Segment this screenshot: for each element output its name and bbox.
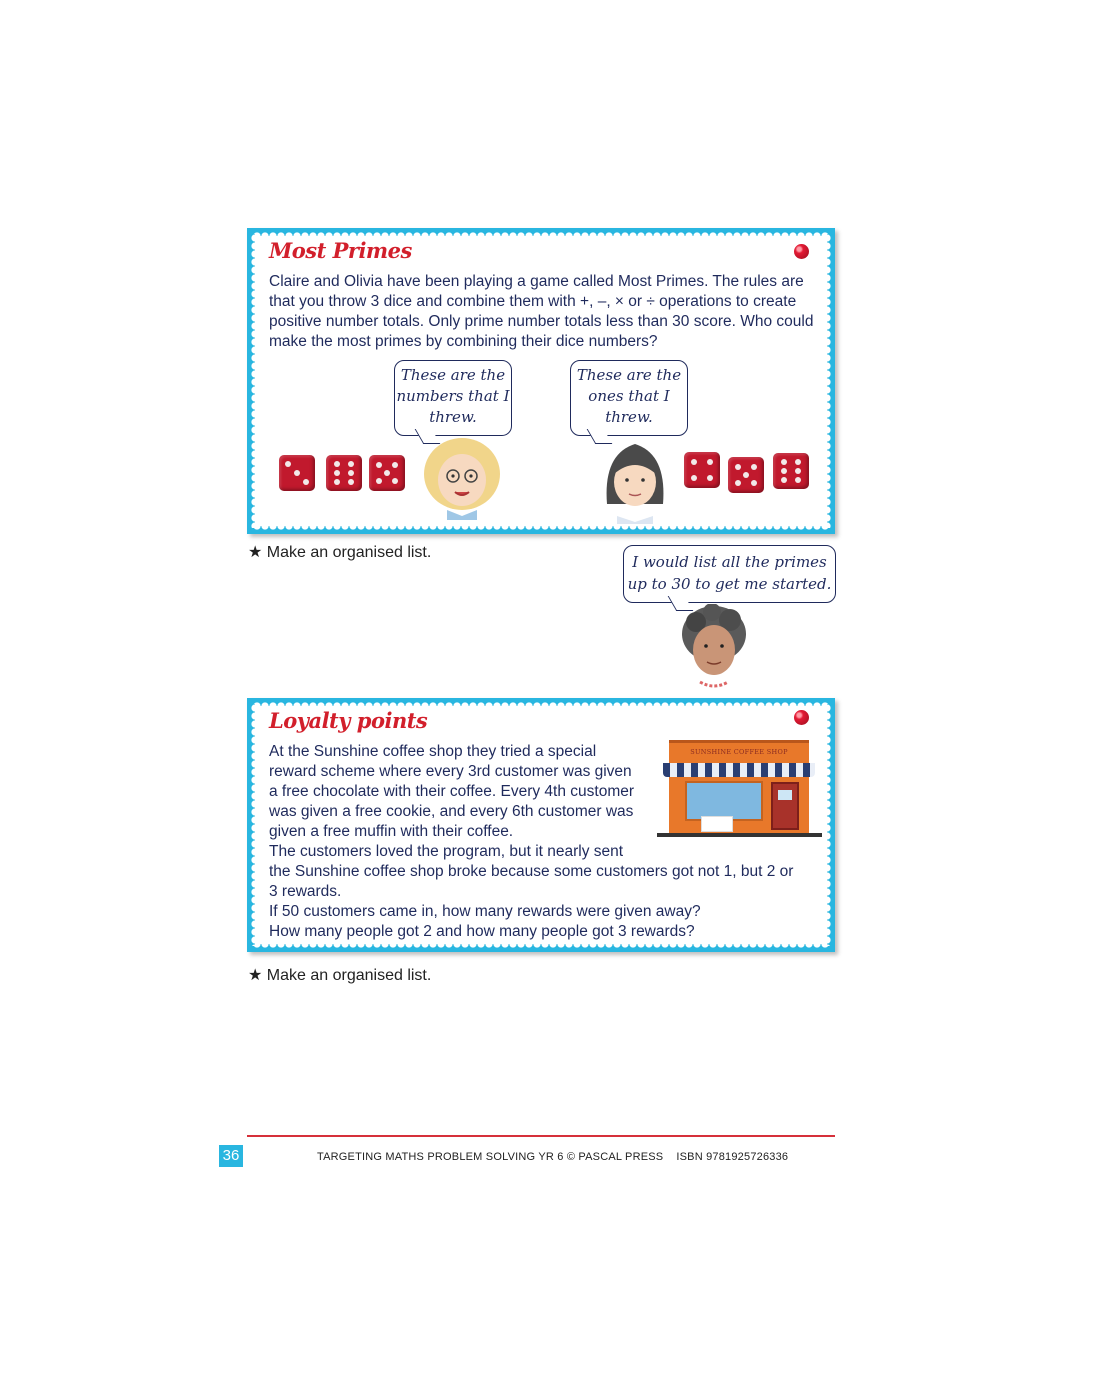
helper-speech-bubble xyxy=(623,545,836,603)
problem-title: Loyalty points xyxy=(269,708,428,733)
body-line: was given a free cookie, and every 6th customer was xyxy=(269,803,634,820)
shop-awning xyxy=(663,763,815,777)
body-line: At the Sunshine coffee shop they tried a special xyxy=(269,743,597,760)
problem-title: Most Primes xyxy=(269,238,412,263)
olivia-speech-bubble xyxy=(570,360,688,436)
olivia-illustration xyxy=(599,434,671,524)
body-line: The customers loved the program, but it nearly sent xyxy=(269,843,624,860)
olivia-speech-text: These are the ones that I threw. xyxy=(576,366,682,426)
shop-roof xyxy=(669,740,809,763)
problem-body: Claire and Olivia have been playing a game called Most Primes. The rules are that you throw 3 dice and combine them with +, –, × or ÷ operations to create positive number totals. Only prime number totals less than 30 score. Who could make the most primes by combining their dice numbers? xyxy=(269,273,814,350)
scallop-border-bottom xyxy=(253,526,829,534)
scallop-border-right xyxy=(827,234,835,528)
helper-speech-text: I would list all the primes up to 30 to get me started. xyxy=(627,553,832,593)
scallop-border-top xyxy=(253,228,829,236)
claire-die-5 xyxy=(369,455,405,491)
red-ball-icon xyxy=(794,244,809,259)
body-line: given a free muffin with their coffee. xyxy=(269,823,514,840)
red-ball-icon xyxy=(794,710,809,725)
olivia-die-4 xyxy=(684,452,720,488)
hint-organised-list: ★ Make an organised list. xyxy=(248,544,432,561)
footer-rule xyxy=(247,1135,835,1137)
body-line: reward scheme where every 3rd customer was given xyxy=(269,763,632,780)
teacher-illustration xyxy=(676,604,752,690)
hint-organised-list: ★ Make an organised list. xyxy=(248,967,432,984)
claire-speech-bubble xyxy=(394,360,512,436)
body-line: the Sunshine coffee shop broke because some customers got not 1, but 2 or xyxy=(269,863,794,880)
claire-die-3 xyxy=(279,455,315,491)
scallop-border-bottom xyxy=(253,944,829,952)
shop-sign: SUNSHINE COFFEE SHOP xyxy=(690,748,788,756)
page-number: 36 xyxy=(219,1145,243,1167)
scallop-border-top xyxy=(253,698,829,706)
shop-window xyxy=(685,781,763,821)
shop-ground xyxy=(657,833,822,837)
olivia-die-6 xyxy=(773,453,809,489)
scallop-border-left xyxy=(247,234,255,528)
scallop-border-left xyxy=(247,704,255,946)
claire-illustration xyxy=(417,436,507,520)
claire-speech-text: These are the numbers that I threw. xyxy=(396,366,510,426)
most-primes-card xyxy=(247,228,835,534)
footer-credits: TARGETING MATHS PROBLEM SOLVING YR 6 © PASCAL PRESS ISBN 9781925726336 xyxy=(317,1151,789,1163)
olivia-die-5 xyxy=(728,457,764,493)
cafe-table xyxy=(701,816,733,832)
claire-die-6 xyxy=(326,455,362,491)
shop-door xyxy=(771,782,799,830)
body-line: If 50 customers came in, how many rewards were given away? xyxy=(269,903,701,920)
coffee-shop-illustration xyxy=(657,738,822,842)
body-line: How many people got 2 and how many people got 3 rewards? xyxy=(269,923,695,940)
body-line: a free chocolate with their coffee. Every 4th customer xyxy=(269,783,635,800)
body-line: 3 rewards. xyxy=(269,883,342,900)
loyalty-points-card xyxy=(247,698,835,952)
